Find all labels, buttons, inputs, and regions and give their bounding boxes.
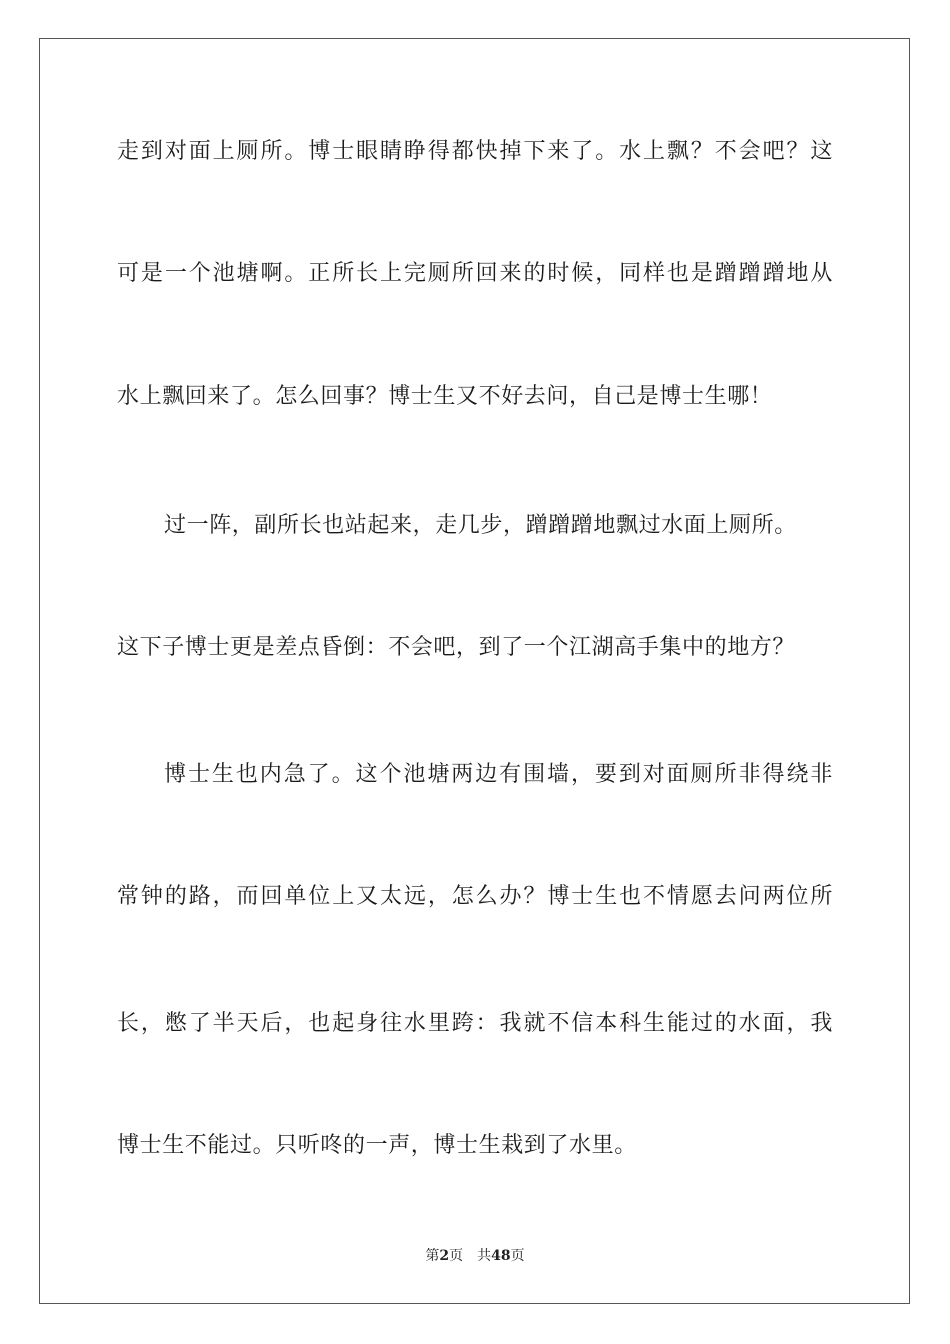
text-line-5: 这下子博士更是差点昏倒：不会吧，到了一个江湖高手集中的地方？ (117, 635, 796, 660)
page-number: 2 (439, 1248, 450, 1264)
text-line-8: 长，憋了半天后，也起身往水里跨：我就不信本科生能过的水面，我 (117, 1011, 833, 1036)
total-pages: 48 (491, 1248, 511, 1264)
page-footer (0, 1247, 950, 1265)
footer-page-suffix: 页 (449, 1248, 464, 1264)
text-line-2: 可是一个池塘啊。正所长上完厕所回来的时候，同样也是蹭蹭蹭地从 (117, 261, 833, 286)
text-line-7: 常钟的路，而回单位上又太远，怎么办？博士生也不情愿去问两位所 (117, 884, 833, 909)
page-border (39, 38, 910, 1304)
text-line-3: 水上飘回来了。怎么回事？博士生又不好去问，自己是博士生哪！ (117, 384, 773, 409)
footer-prefix: 第 (425, 1248, 440, 1264)
footer-total-suffix: 页 (510, 1248, 525, 1264)
text-line-6: 博士生也内急了。这个池塘两边有围墙，要到对面厕所非得绕非 (164, 762, 833, 787)
text-line-1: 走到对面上厕所。博士眼睛睁得都快掉下来了。水上飘？不会吧？这 (117, 139, 833, 164)
footer-total-prefix: 共 (477, 1248, 492, 1264)
text-line-4: 过一阵，副所长也站起来，走几步，蹭蹭蹭地飘过水面上厕所。 (164, 513, 797, 538)
text-line-9: 博士生不能过。只听咚的一声，博士生栽到了水里。 (117, 1133, 637, 1158)
